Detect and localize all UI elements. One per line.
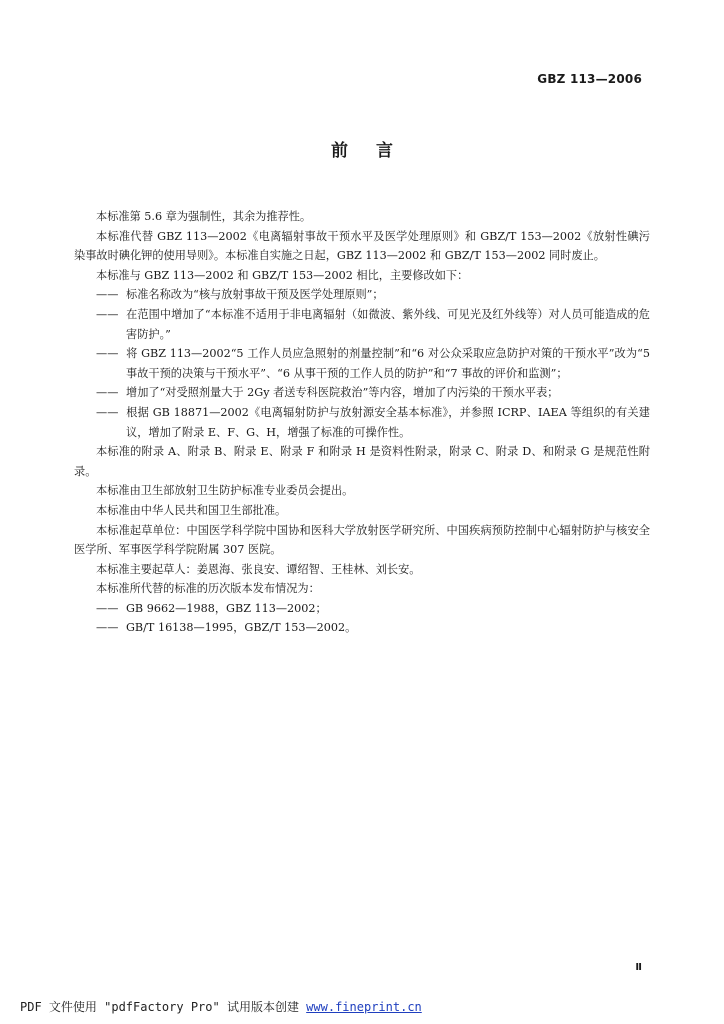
paragraph-text: 增加了“对受照剂量大于 2Gy 者送专科医院救治”等内容，增加了内污染的干预水平表； [126,386,559,400]
document-body [74,207,650,638]
paragraph-text: 将 GBZ 113—2002“5 工作人员应急照射的剂量控制”和“6 对公众采取应急防护对策的干预水平”改为“5 事故干预的决策与干预水平”、“6 从事干预的工作人员的防护”和“7 事故的评价和监测”； [126,347,650,380]
list-item [74,403,650,442]
paragraph-text: 本标准代替 GBZ 113—2002《电离辐射事故干预水平及医学处理原则》和 GBZ/T 153—2002《放射性碘污染事故时碘化钾的使用导则》。本标准自实施之日起，GBZ 113—2002 和 GBZ/T 153—2002 同时废止。 [74,229,650,263]
footer-text: PDF 文件使用 "pdfFactory Pro" 试用版本创建 [20,1000,307,1014]
pdf-footer [20,998,422,1015]
paragraph-text: 本标准由卫生部放射卫生防护标准专业委员会提出。 [96,484,354,498]
paragraph-text: 标准名称改为“核与放射事故干预及医学处理原则”； [126,288,384,302]
paragraph-text: 在范围中增加了“本标准不适用于非电离辐射（如微波、紫外线、可见光及红外线等）对人员可能造成的危害防护。” [126,307,650,341]
list-item [74,285,650,305]
paragraph-text: 本标准第 5.6 章为强制性，其余为推荐性。 [96,210,312,223]
paragraph-text: 本标准由中华人民共和国卫生部批准。 [96,503,287,517]
list-item [74,599,650,619]
list-item [74,618,650,638]
paragraph [74,521,650,560]
standard-code: GBZ 113—2006 [537,72,642,86]
paragraph-text: 本标准与 GBZ 113—2002 和 GBZ/T 153—2002 相比，主要修改如下： [96,268,469,282]
paragraph [74,579,650,599]
footer-link[interactable]: www.fineprint.cn [306,1000,422,1014]
page-title: 前言 [331,141,421,161]
paragraph [74,442,650,481]
paragraph-text: GB 9662—1988，GBZ 113—2002； [126,601,327,615]
paragraph [74,560,650,580]
paragraph-text: 本标准起草单位：中国医学科学院中国协和医科大学放射医学研究所、中国疾病预防控制中心辐射防护与核安全医学所、军事医学科学院附属 307 医院。 [74,523,650,557]
dash-marker: —— [96,621,119,635]
paragraph-text: 本标准所代替的标准的历次版本发布情况为： [96,582,320,596]
paragraph [74,501,650,521]
list-item [74,344,650,383]
dash-marker: —— [96,601,119,615]
paragraph-text: GB/T 16138—1995，GBZ/T 153—2002。 [126,621,357,635]
dash-marker: —— [96,347,119,361]
paragraph-text: 根据 GB 18871—2002《电离辐射防护与放射源安全基本标准》，并参照 ICRP、IAEA 等组织的有关建议，增加了附录 E、F、G、H，增强了标准的可操作性。 [126,405,650,439]
dash-marker: —— [96,386,119,400]
paragraph [74,207,650,227]
list-item [74,383,650,403]
paragraph-text: 本标准主要起草人：姜恩海、张良安、谭绍智、王桂林、刘长安。 [96,562,421,576]
page-number: Ⅱ [635,962,642,973]
paragraph [74,266,650,286]
paragraph-text: 本标准的附录 A、附录 B、附录 E、附录 F 和附录 H 是资料性附录，附录 C、附录 D、和附录 G 是规范性附录。 [74,445,650,478]
paragraph [74,227,650,266]
list-item [74,305,650,344]
paragraph [74,481,650,501]
dash-marker: —— [96,288,119,302]
dash-marker: —— [96,307,119,321]
dash-marker: —— [96,405,119,419]
